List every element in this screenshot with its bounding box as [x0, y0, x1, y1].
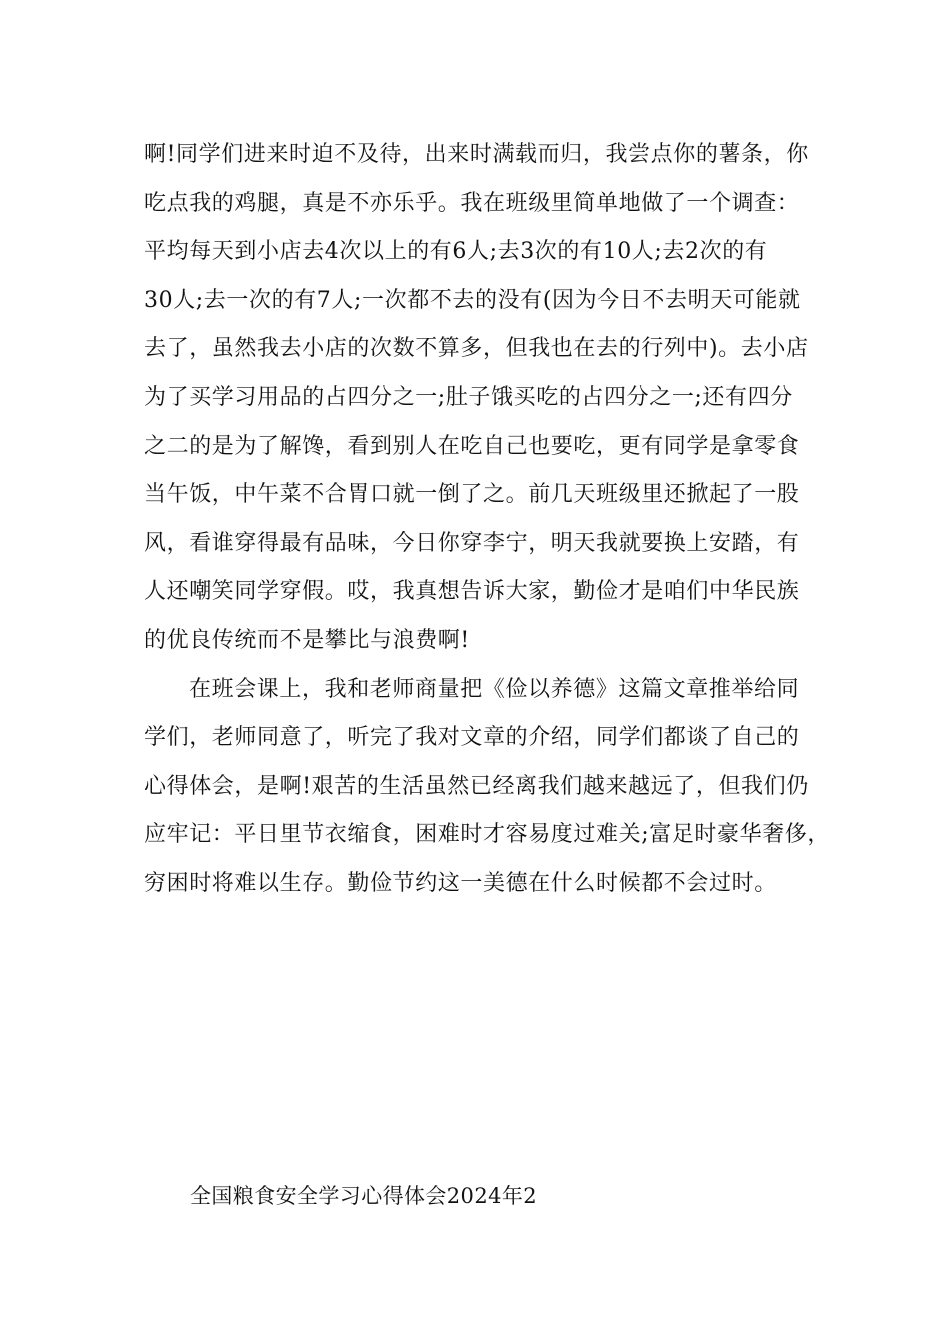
- text-line: 应牢记：平日里节衣缩食，困难时才容易度过难关;富足时豪华奢侈，: [144, 822, 831, 848]
- text-line: 学们，老师同意了，听完了我对文章的介绍，同学们都谈了自己的: [144, 725, 800, 751]
- text-line: 当午饭，中午菜不合胃口就一倒了之。前几天班级里还掀起了一股: [144, 482, 800, 508]
- next-section-title: 全国粮食安全学习心得体会2024年2: [190, 1184, 538, 1208]
- text-line: 为了买学习用品的占四分之一;肚子饿买吃的占四分之一;还有四分: [144, 384, 793, 410]
- text-line: 心得体会，是啊!艰苦的生活虽然已经离我们越来越远了，但我们仍: [144, 773, 809, 799]
- text-line: 穷困时将难以生存。勤俭节约这一美德在什么时候都不会过时。: [144, 870, 777, 896]
- text-line: 吃点我的鸡腿，真是不亦乐乎。我在班级里简单地做了一个调查：: [144, 190, 800, 216]
- text-line: 的优良传统而不是攀比与浪费啊!: [144, 627, 470, 653]
- text-line: 在班会课上，我和老师商量把《俭以养德》这篇文章推举给同: [189, 676, 800, 702]
- text-line: 平均每天到小店去4次以上的有6人;去3次的有10人;去2次的有: [144, 239, 768, 265]
- text-line: 去了，虽然我去小店的次数不算多，但我也在去的行列中)。去小店: [144, 336, 809, 362]
- text-line: 啊!同学们进来时迫不及待，出来时满载而归，我尝点你的薯条，你: [144, 142, 809, 167]
- text-line: 之二的是为了解馋，看到别人在吃自己也要吃，更有同学是拿零食: [144, 433, 800, 459]
- text-line: 人还嘲笑同学穿假。哎，我真想告诉大家，勤俭才是咱们中华民族: [144, 579, 800, 605]
- body-text: [144, 131, 831, 909]
- text-line: 30人;去一次的有7人;一次都不去的没有(因为今日不去明天可能就: [144, 287, 801, 313]
- text-line: 风，看谁穿得最有品味，今日你穿李宁，明天我就要换上安踏，有: [144, 530, 800, 556]
